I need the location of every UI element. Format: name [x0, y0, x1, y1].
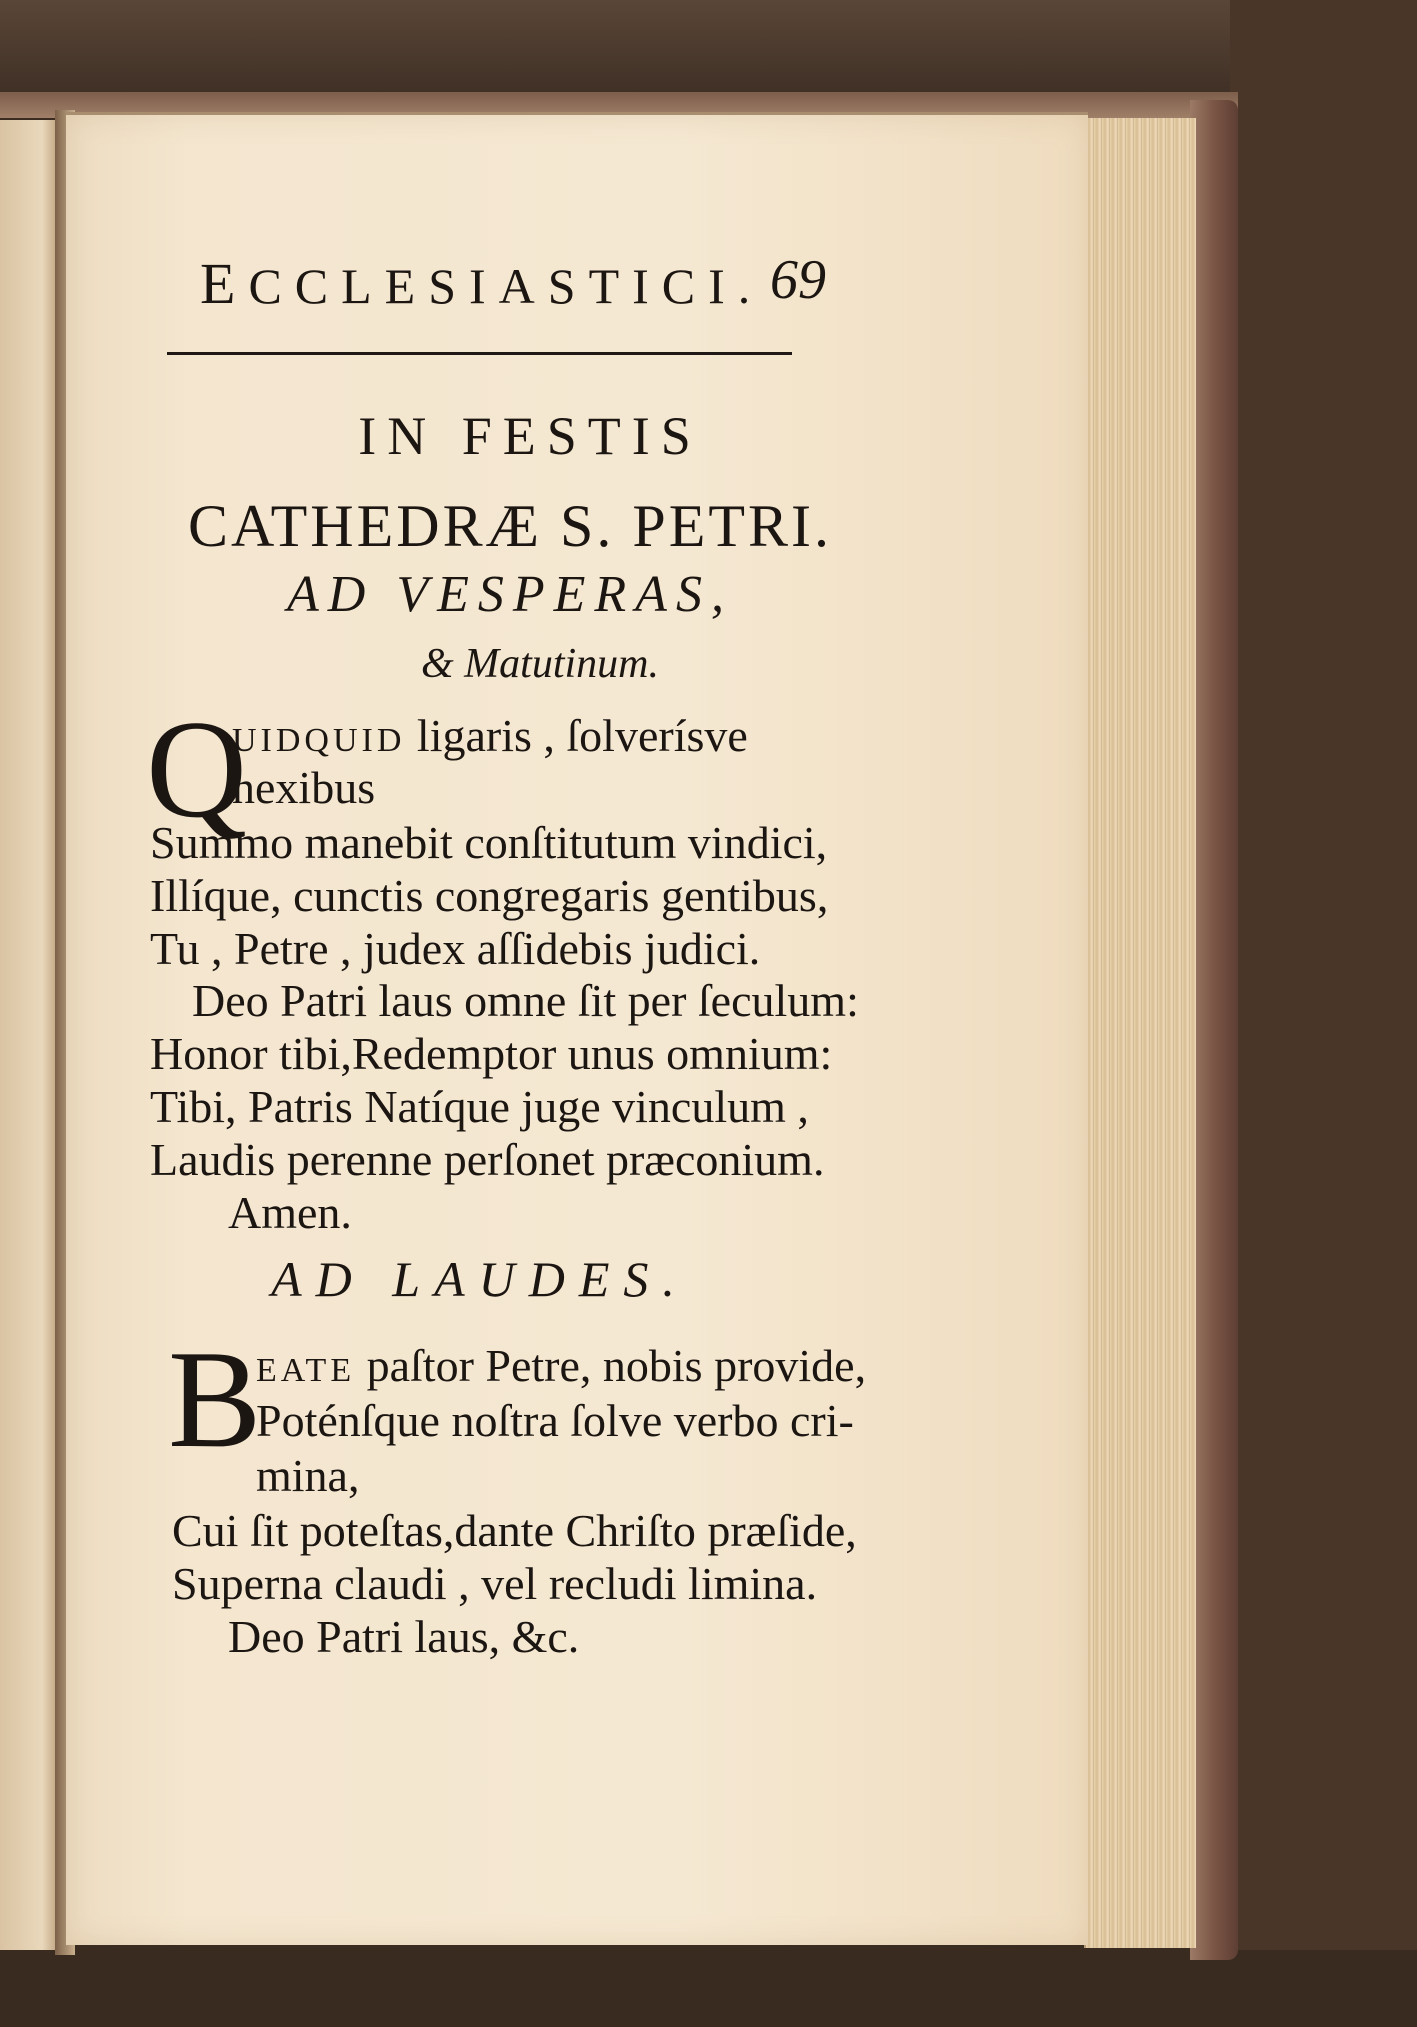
page-edges: [1084, 118, 1196, 1948]
hymn1-line-7: Honor tibi,Redemptor unus omnium:: [150, 1028, 833, 1079]
hymn1-line-8: Tibi, Patris Natíque juge vinculum ,: [150, 1081, 809, 1132]
office-subheading: & Matutinum.: [421, 641, 659, 687]
hymn2-first-word: EATE: [256, 1352, 356, 1389]
hymn1-line-5: Tu , Petre , judex aſſidebis judici.: [150, 923, 761, 974]
background-bottom: [0, 1950, 1417, 2027]
hymn1-first-word: UIDQUID: [232, 722, 406, 759]
running-title-initial: E: [200, 251, 249, 316]
hymn1-line-2: nexibus: [232, 762, 376, 813]
book-cover-edge: [1190, 100, 1238, 1960]
feast-title-line-2: CATHEDRÆ S. PETRI.: [187, 493, 833, 559]
hymn1-line-1-rest: ligaris , ſolverísve: [416, 710, 748, 761]
hymn2-line-1-rest: paſtor Petre, nobis provide,: [366, 1340, 867, 1391]
hymn2-line-6: Deo Patri laus, &c.: [228, 1611, 580, 1662]
running-header: [200, 250, 850, 320]
running-title-rest: CCLESIASTICI.: [248, 258, 764, 314]
hymn1-line-10: Amen.: [228, 1187, 352, 1238]
hymn1-line-6: Deo Patri laus omne ſit per ſeculum:: [192, 975, 859, 1026]
hymn2-line-5: Superna claudi , vel recludi limina.: [172, 1558, 818, 1609]
feast-title-line-1: IN FESTIS: [358, 406, 702, 466]
hymn1-line-9: Laudis perenne perſonet præconium.: [150, 1134, 825, 1185]
office-heading: AD VESPERAS,: [287, 566, 733, 623]
hymn2-dropcap: B: [168, 1322, 262, 1477]
hymn2-line-4: Cui ſit poteſtas,dante Chriſto præſide,: [172, 1505, 857, 1556]
hymn1-line-3: Summo manebit conſtitutum vindici,: [150, 817, 828, 868]
left-page-edge: [0, 120, 62, 1950]
background-right: [1230, 0, 1417, 2027]
running-title: [200, 250, 763, 317]
hymn2-line-2: Poténſque noſtra ſolve verbo cri-: [256, 1395, 854, 1446]
hymn1-line-4: Illíque, cunctis congregaris gentibus,: [150, 870, 829, 921]
hymn1-dropcap: Q: [146, 692, 248, 847]
hymn2-line-3: mina,: [256, 1450, 360, 1501]
lauds-heading: AD LAUDES.: [271, 1251, 689, 1307]
header-rule: [167, 352, 792, 355]
page-number: 69: [770, 249, 826, 311]
